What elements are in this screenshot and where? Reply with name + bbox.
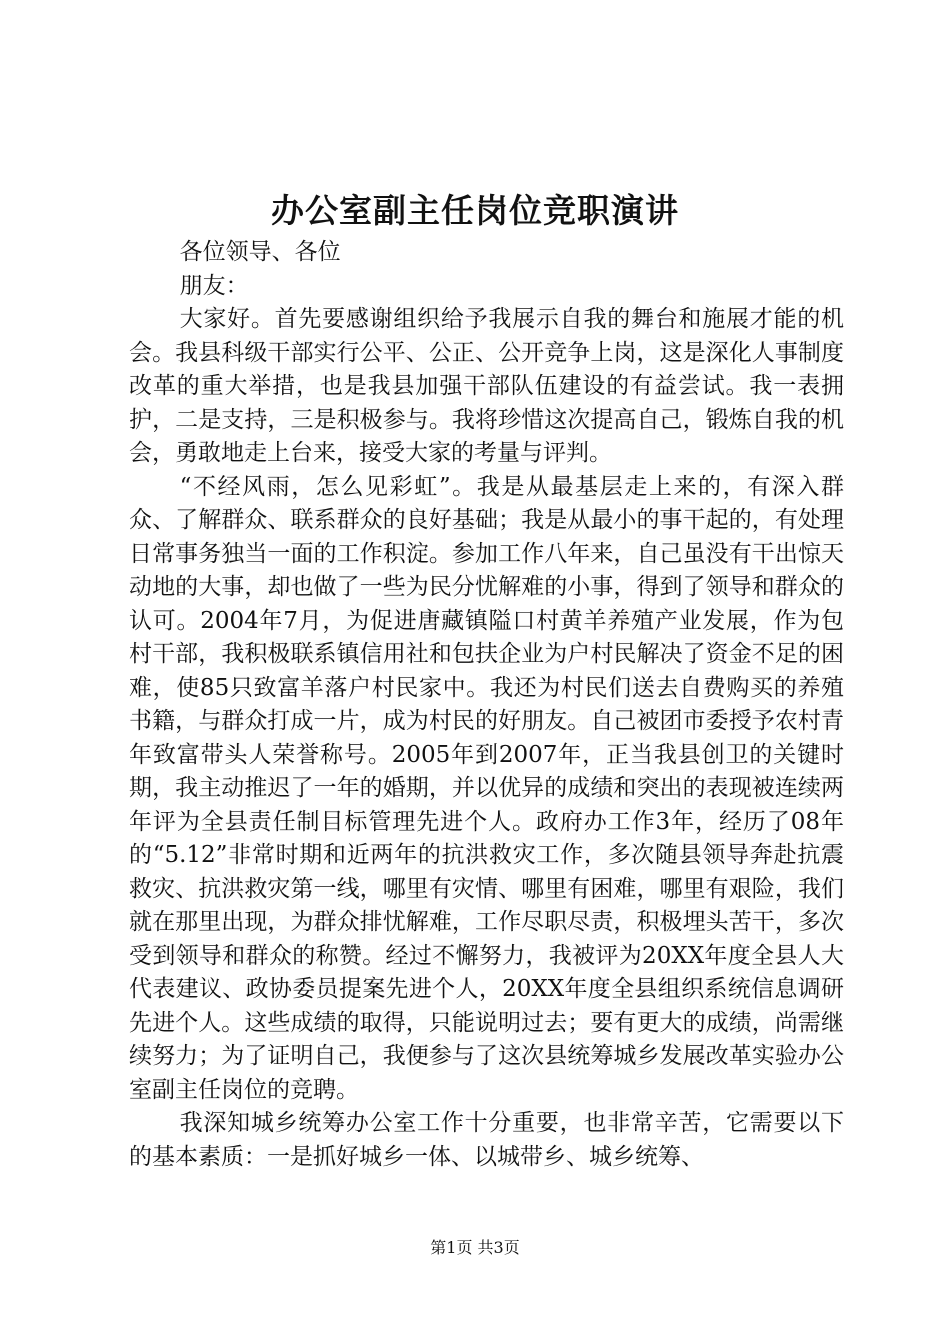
document-body: [129, 236, 844, 1174]
salutation-line-2: 朋友：: [179, 272, 249, 299]
paragraph-greeting: 大家好。首先要感谢组织给予我展示自我的舞台和施展才能的机会。我县科级干部实行公平、公正、公开竞争上岗，这是深化人事制度改革的重大举措，也是我县加强干部队伍建设的有益尝试。我一表拥护，二是支持，三是积极参与。我将珍惜这次提高自己，锻炼自我的机会，勇敢地走上台来，接受大家的考量与评判。: [129, 306, 844, 466]
page-number-footer: 第1页 共3页: [430, 1238, 520, 1257]
salutation-line-1: 各位领导、各位: [179, 239, 341, 265]
paragraph-experience: “不经风雨，怎么见彩虹”。我是从最基层走上来的，有深入群众、了解群众、联系群众的良好基础；我是从最小的事干起的，有处理日常事务独当一面的工作积淀。参加工作八年来，自己虽没有干出惊天动地的大事，却也做了一些为民分忧解难的小事，得到了领导和群众的认可。2004年7月，为促进唐藏镇隘口村黄羊养殖产业发展，作为包村干部，我积极联系镇信用社和包扶企业为户村民解决了资金不足的困难，使85只致富羊落户村民家中。我还为村民们送去自费购买的养殖书籍，与群众打成一片，成为村民的好朋友。自己被团市委授予农村青年致富带头人荣誉称号。2005年到2007年，正当我县创卫的关键时期，我主动推迟了一年的婚期，并以优异的成绩和突出的表现被连续两年评为全县责任制目标管理先进个人。政府办工作3年，经历了08年的“5.12”非常时期和近两年的抗洪救灾工作，多次随县领导奔赴抗震救灾、抗洪救灾第一线，哪里有灾情、哪里有困难，哪里有艰险，我们就在那里出现，为群众排忧解难，工作尽职尽责，积极埋头苦干，多次受到领导和群众的称赞。经过不懈努力，我被评为20XX年度全县人大代表建议、政协委员提案先进个人，20XX年度全县组织系统信息调研先进个人。这些成绩的取得，只能说明过去；要有更大的成绩，尚需继续努力；为了证明自己，我便参与了这次县统筹城乡发展改革实验办公室副主任岗位的竞聘。: [129, 473, 844, 1103]
paragraph-qualities: 我深知城乡统筹办公室工作十分重要，也非常辛苦，它需要以下的基本素质：一是抓好城乡一体、以城带乡、城乡统筹、: [129, 1110, 844, 1170]
document-title: 办公室副主任岗位竞职演讲: [271, 191, 679, 230]
